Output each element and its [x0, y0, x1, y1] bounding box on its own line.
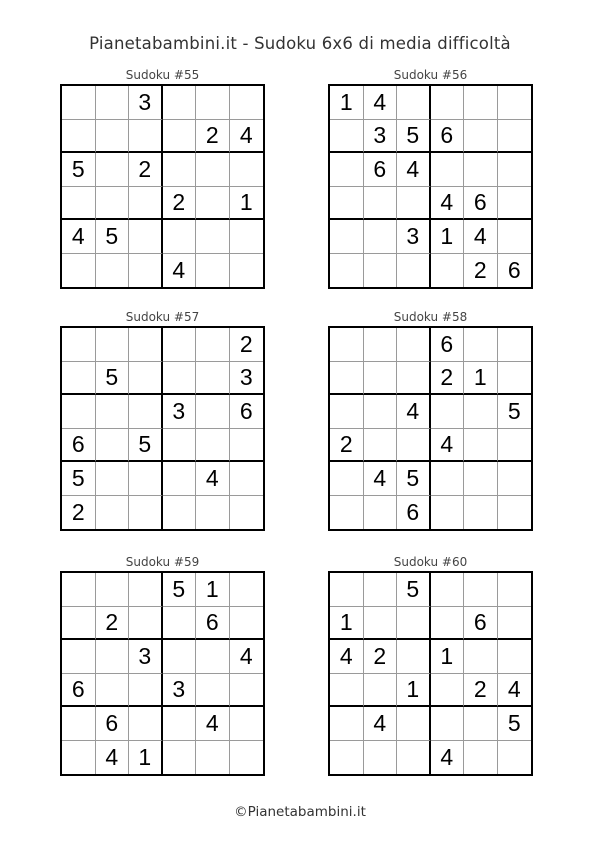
grid-cell	[397, 362, 431, 396]
grid-cell	[196, 640, 230, 674]
grid-cell: 6	[96, 707, 130, 741]
grid-cell	[464, 429, 498, 463]
grid-cell	[96, 187, 130, 221]
grid-cell	[330, 741, 364, 775]
grid-cell	[62, 362, 96, 396]
grid-cell	[364, 573, 398, 607]
grid-cell	[364, 395, 398, 429]
grid-cell	[498, 328, 532, 362]
grid-cell: 5	[62, 462, 96, 496]
grid-cell: 4	[96, 741, 130, 775]
grid-cell	[129, 328, 163, 362]
grid-cell: 6	[196, 607, 230, 641]
grid-cell	[230, 429, 264, 463]
grid-cell: 5	[498, 395, 532, 429]
grid-cell	[431, 496, 465, 530]
grid-cell	[230, 674, 264, 708]
grid-cell: 6	[62, 429, 96, 463]
grid-cell	[498, 741, 532, 775]
grid-cell	[196, 674, 230, 708]
grid-cell: 3	[163, 674, 197, 708]
grid-cell	[129, 254, 163, 288]
grid-cell	[129, 674, 163, 708]
grid-cell: 1	[330, 86, 364, 120]
grid-cell	[330, 220, 364, 254]
grid-cell	[397, 707, 431, 741]
grid-cell	[464, 328, 498, 362]
grid-cell	[498, 362, 532, 396]
grid-cell	[431, 462, 465, 496]
grid-cell	[397, 429, 431, 463]
grid-cell: 1	[397, 674, 431, 708]
grid-cell	[498, 86, 532, 120]
grid-cell	[330, 187, 364, 221]
puzzle-label: Sudoku #58	[393, 310, 468, 324]
grid-cell	[230, 153, 264, 187]
grid-cell	[62, 573, 96, 607]
grid-cell: 5	[129, 429, 163, 463]
sudoku-grid	[60, 571, 265, 776]
grid-cell	[129, 187, 163, 221]
grid-cell: 4	[364, 86, 398, 120]
grid-cell	[196, 395, 230, 429]
grid-cell	[163, 496, 197, 530]
grid-cell	[330, 362, 364, 396]
grid-cell	[464, 573, 498, 607]
grid-cell: 6	[431, 328, 465, 362]
grid-cell	[62, 395, 96, 429]
grid-cell: 2	[364, 640, 398, 674]
grid-cell: 4	[364, 462, 398, 496]
grid-cell	[330, 153, 364, 187]
grid-cell	[464, 153, 498, 187]
grid-cell	[62, 607, 96, 641]
grid-cell	[196, 741, 230, 775]
grid-cell	[163, 153, 197, 187]
grid-cell	[498, 640, 532, 674]
grid-cell	[498, 153, 532, 187]
grid-cell	[163, 328, 197, 362]
grid-cell	[163, 707, 197, 741]
sudoku-grid	[328, 84, 533, 289]
grid-cell: 1	[330, 607, 364, 641]
grid-cell	[364, 607, 398, 641]
grid-cell: 4	[431, 741, 465, 775]
sudoku-grid	[328, 326, 533, 531]
grid-cell	[498, 120, 532, 154]
grid-cell: 1	[196, 573, 230, 607]
grid-cell	[397, 328, 431, 362]
grid-cell	[163, 741, 197, 775]
grid-cell: 4	[431, 187, 465, 221]
grid-cell	[196, 328, 230, 362]
grid-cell	[96, 153, 130, 187]
grid-cell	[163, 362, 197, 396]
grid-cell	[498, 220, 532, 254]
grid-cell: 4	[464, 220, 498, 254]
grid-cell: 1	[230, 187, 264, 221]
grid-cell	[498, 429, 532, 463]
grid-cell: 4	[431, 429, 465, 463]
grid-cell	[96, 86, 130, 120]
grid-cell	[464, 640, 498, 674]
grid-cell	[230, 573, 264, 607]
grid-cell: 6	[464, 187, 498, 221]
grid-cell	[464, 395, 498, 429]
grid-cell: 3	[230, 362, 264, 396]
grid-cell	[464, 462, 498, 496]
grid-cell	[431, 86, 465, 120]
grid-cell: 2	[96, 607, 130, 641]
grid-cell	[196, 187, 230, 221]
page-title: Pianetabambini.it - Sudoku 6x6 di media difficoltà	[89, 34, 511, 53]
grid-cell: 5	[397, 462, 431, 496]
grid-cell	[163, 429, 197, 463]
grid-cell	[431, 254, 465, 288]
grid-cell	[129, 362, 163, 396]
grid-cell	[397, 254, 431, 288]
sudoku-grid	[60, 84, 265, 289]
grid-cell: 4	[62, 220, 96, 254]
grid-cell	[397, 86, 431, 120]
grid-cell: 6	[507, 256, 521, 283]
grid-cell: 5	[62, 153, 96, 187]
grid-cell	[464, 120, 498, 154]
grid-cell	[397, 640, 431, 674]
grid-cell	[196, 362, 230, 396]
grid-cell: 4	[230, 120, 264, 154]
grid-cell	[230, 220, 264, 254]
grid-cell	[498, 462, 532, 496]
grid-cell: 1	[431, 640, 465, 674]
grid-cell	[96, 640, 130, 674]
grid-cell: 2	[230, 328, 264, 362]
grid-cell	[330, 674, 364, 708]
grid-cell: 3	[129, 640, 163, 674]
grid-cell	[196, 153, 230, 187]
grid-cell: 6	[230, 395, 264, 429]
grid-cell: 5	[498, 707, 532, 741]
grid-cell: 5	[397, 120, 431, 154]
grid-cell: 2	[62, 496, 96, 530]
grid-cell	[464, 741, 498, 775]
grid-cell	[96, 429, 130, 463]
sudoku-grid	[328, 571, 533, 776]
grid-cell	[397, 187, 431, 221]
grid-cell	[96, 328, 130, 362]
grid-cell	[163, 607, 197, 641]
grid-cell	[464, 86, 498, 120]
grid-cell	[230, 254, 264, 288]
grid-cell	[62, 86, 96, 120]
grid-cell: 2	[196, 120, 230, 154]
grid-cell	[230, 741, 264, 775]
grid-cell	[364, 429, 398, 463]
grid-cell	[96, 573, 130, 607]
grid-cell	[129, 496, 163, 530]
grid-cell: 6	[62, 674, 96, 708]
grid-cell	[163, 86, 197, 120]
grid-cell: 1	[431, 220, 465, 254]
puzzle-label: Sudoku #60	[393, 555, 468, 569]
grid-cell	[431, 674, 465, 708]
grid-cell: 4	[230, 640, 264, 674]
grid-cell	[397, 607, 431, 641]
grid-cell: 4	[163, 254, 197, 288]
puzzle-label: Sudoku #57	[125, 310, 200, 324]
grid-cell	[196, 254, 230, 288]
grid-cell	[364, 328, 398, 362]
grid-cell: 6	[464, 607, 498, 641]
grid-cell	[364, 362, 398, 396]
grid-cell	[96, 395, 130, 429]
grid-cell	[163, 640, 197, 674]
grid-cell	[330, 462, 364, 496]
grid-cell: 6	[364, 153, 398, 187]
grid-cell: 4	[364, 707, 398, 741]
grid-cell: 2	[163, 187, 197, 221]
grid-cell	[62, 328, 96, 362]
grid-cell	[364, 187, 398, 221]
grid-cell	[330, 254, 364, 288]
grid-cell: 4	[330, 640, 364, 674]
grid-cell: 4	[397, 153, 431, 187]
grid-cell	[230, 86, 264, 120]
sudoku-grid	[60, 326, 265, 531]
grid-cell	[464, 496, 498, 530]
grid-cell	[163, 120, 197, 154]
grid-cell	[498, 573, 532, 607]
grid-cell	[364, 674, 398, 708]
grid-cell	[397, 741, 431, 775]
grid-cell	[230, 462, 264, 496]
grid-cell	[129, 607, 163, 641]
grid-cell	[196, 86, 230, 120]
puzzle-label: Sudoku #56	[393, 68, 468, 82]
puzzle-label: Sudoku #55	[125, 68, 200, 82]
grid-cell: 5	[163, 573, 197, 607]
grid-cell	[431, 607, 465, 641]
grid-cell	[330, 120, 364, 154]
grid-cell: 2	[129, 153, 163, 187]
grid-cell	[62, 707, 96, 741]
grid-cell	[129, 120, 163, 154]
grid-cell	[498, 187, 532, 221]
grid-cell	[431, 395, 465, 429]
grid-cell	[196, 496, 230, 530]
grid-cell	[498, 496, 532, 530]
grid-cell	[364, 496, 398, 530]
grid-cell	[330, 328, 364, 362]
grid-cell	[364, 254, 398, 288]
footer-copyright: ©Pianetabambini.it	[234, 804, 366, 820]
grid-cell	[230, 707, 264, 741]
grid-cell	[96, 462, 130, 496]
grid-cell	[62, 187, 96, 221]
grid-cell	[196, 220, 230, 254]
puzzle-label: Sudoku #59	[125, 555, 200, 569]
grid-cell	[62, 120, 96, 154]
grid-cell	[330, 707, 364, 741]
grid-cell: 5	[96, 362, 130, 396]
grid-cell	[364, 741, 398, 775]
grid-cell	[498, 607, 532, 641]
grid-cell: 5	[397, 573, 431, 607]
grid-cell	[129, 220, 163, 254]
grid-cell: 4	[196, 707, 230, 741]
grid-cell	[62, 254, 96, 288]
grid-cell	[230, 496, 264, 530]
grid-cell	[230, 607, 264, 641]
grid-cell: 3	[129, 86, 163, 120]
grid-cell: 6	[397, 496, 431, 530]
grid-cell	[196, 429, 230, 463]
grid-cell: 4	[498, 674, 532, 708]
grid-cell	[431, 573, 465, 607]
grid-cell	[62, 640, 96, 674]
grid-cell: 4	[196, 462, 230, 496]
grid-cell: 4	[397, 395, 431, 429]
grid-cell: 2	[431, 362, 465, 396]
grid-cell	[431, 153, 465, 187]
grid-cell	[96, 254, 130, 288]
grid-cell	[129, 462, 163, 496]
grid-cell	[330, 395, 364, 429]
grid-cell: 2	[464, 254, 498, 288]
grid-cell	[96, 496, 130, 530]
grid-cell: 3	[364, 120, 398, 154]
grid-cell	[364, 220, 398, 254]
grid-cell	[163, 462, 197, 496]
grid-cell	[96, 674, 130, 708]
grid-cell	[129, 395, 163, 429]
grid-cell	[431, 707, 465, 741]
grid-cell	[330, 496, 364, 530]
grid-cell	[62, 741, 96, 775]
grid-cell: 2	[464, 674, 498, 708]
grid-cell: 3	[163, 395, 197, 429]
grid-cell: 1	[464, 362, 498, 396]
grid-cell	[96, 120, 130, 154]
grid-cell	[129, 573, 163, 607]
grid-cell	[464, 707, 498, 741]
grid-cell: 3	[397, 220, 431, 254]
grid-cell: 1	[129, 741, 163, 775]
grid-cell: 2	[330, 429, 364, 463]
grid-cell	[330, 573, 364, 607]
grid-cell: 6	[431, 120, 465, 154]
grid-cell	[163, 220, 197, 254]
grid-cell: 5	[96, 220, 130, 254]
grid-cell	[129, 707, 163, 741]
